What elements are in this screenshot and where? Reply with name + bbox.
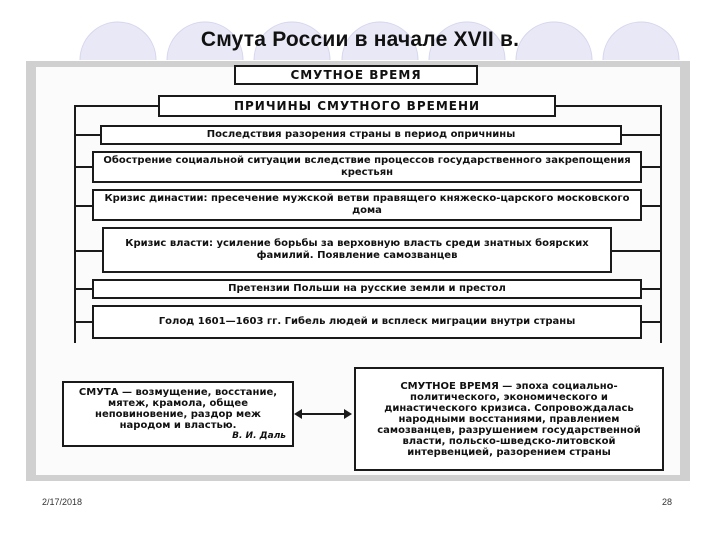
connector — [622, 134, 662, 136]
cause-item — [92, 189, 642, 221]
cause-text: Претензии Польши на русские земли и престол — [228, 283, 506, 294]
connector — [74, 321, 92, 323]
connector — [612, 250, 662, 252]
cause-item — [100, 125, 622, 145]
cause-text: Последствия разорения страны в период опричнины — [206, 129, 516, 140]
scheme-main-title — [234, 65, 478, 85]
cause-text: Обострение социальной ситуации вследствие процессов государственного закрепощения крестьян — [103, 155, 631, 178]
causes-header — [158, 95, 556, 117]
connector — [74, 250, 102, 252]
smuta-definition-text: СМУТА — возмущение, восстание, мятеж, крамола, общее неповиновение, раздор меж народом и властью. — [78, 386, 278, 431]
epoch-definition-text: СМУТНОЕ ВРЕМЯ — эпоха социально-политического, экономического и династического кризиса. Сопровождалась народными восстаниями, правлением самозванцев, разрушением государственной власти, польско-шведско-литовской интервенцией, разорением страны — [377, 380, 641, 458]
cause-item — [92, 151, 642, 183]
epoch-definition-box — [354, 367, 664, 471]
connector — [74, 166, 92, 168]
smuta-definition-box — [62, 381, 294, 447]
connector — [642, 205, 662, 207]
cause-text: Голод 1601—1603 гг. Гибель людей и всплеск миграции внутри страны — [158, 316, 576, 327]
connector — [642, 288, 662, 290]
connector — [642, 321, 662, 323]
cause-item — [92, 279, 642, 299]
footer-page-number: 28 — [662, 497, 673, 507]
bracket-top-left — [74, 105, 158, 107]
scheme-main-title-text: СМУТНОЕ ВРЕМЯ — [290, 68, 422, 82]
double-arrow-shaft — [300, 413, 346, 415]
bracket-right — [660, 105, 662, 343]
footer-date: 2/17/2018 — [42, 497, 83, 507]
connector — [642, 166, 662, 168]
cause-text: Кризис власти: усиление борьбы за верховную власть среди знатных боярских фамилий. Появление самозванцев — [125, 238, 589, 261]
causes-header-text: ПРИЧИНЫ СМУТНОГО ВРЕМЕНИ — [233, 99, 481, 113]
cause-text: Кризис династии: пресечение мужской ветви правящего княжеско-царского московского дома — [104, 193, 630, 216]
scheme-canvas — [36, 67, 680, 475]
bracket-left — [74, 105, 76, 343]
connector — [74, 134, 100, 136]
connector — [74, 288, 92, 290]
bracket-top-right — [556, 105, 662, 107]
smuta-definition-author: В. И. Даль — [232, 430, 286, 441]
connector — [74, 205, 92, 207]
arrow-right-icon — [344, 409, 352, 419]
scanned-scheme-frame — [26, 61, 690, 481]
arrow-left-icon — [294, 409, 302, 419]
cause-item — [102, 227, 612, 273]
slide-title: Смута России в начале XVII в. — [200, 28, 520, 51]
cause-item — [92, 305, 642, 339]
